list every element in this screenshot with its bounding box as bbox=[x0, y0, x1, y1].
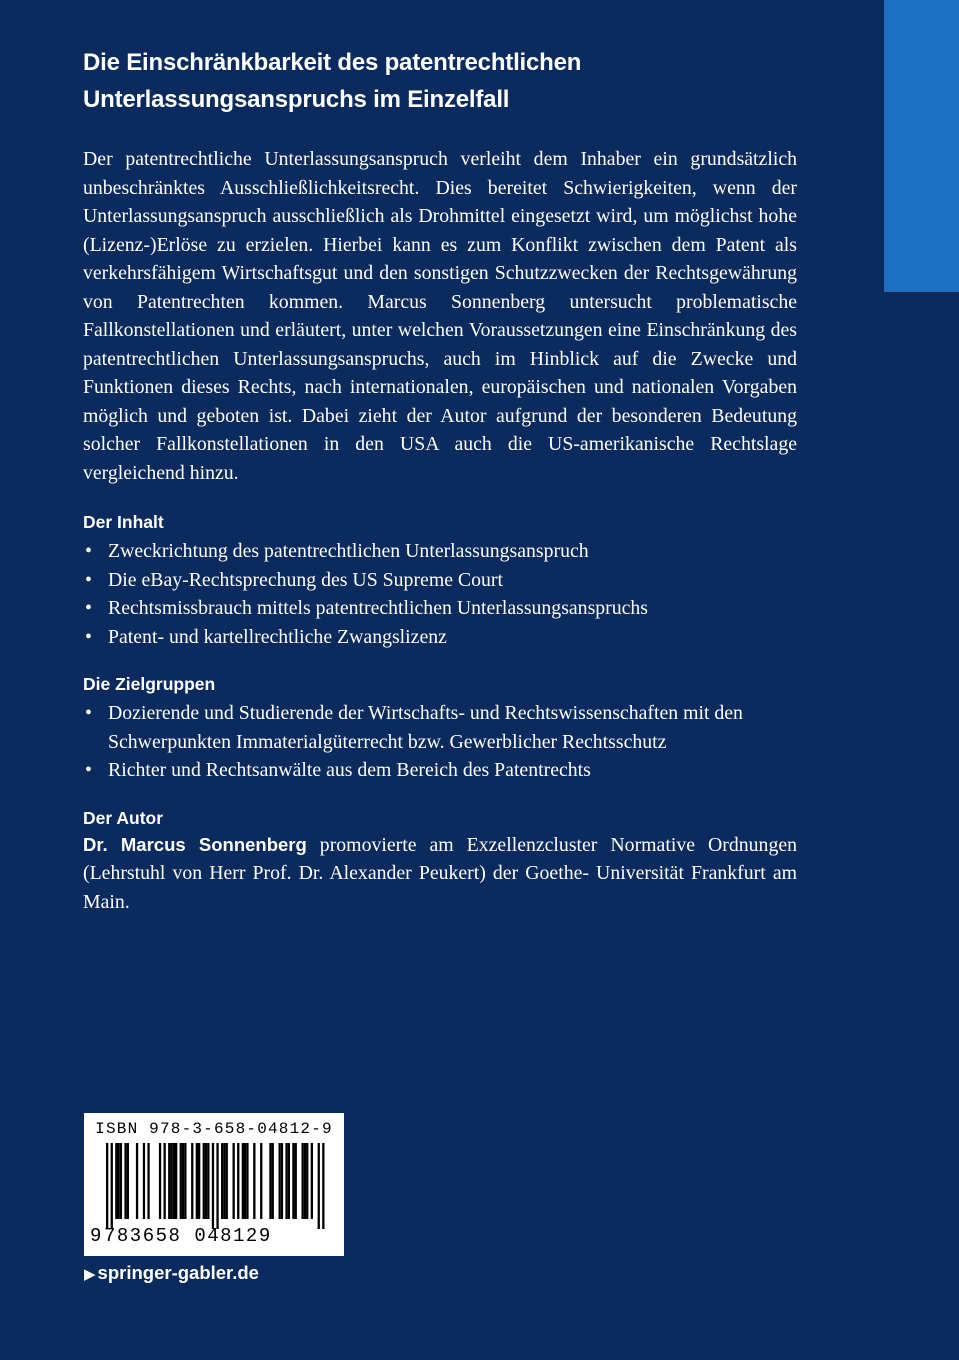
inhalt-heading: Der Inhalt bbox=[83, 512, 164, 532]
bullet-icon: • bbox=[85, 625, 92, 648]
list-item bbox=[83, 623, 797, 652]
author-bio: promovierte am Exzellenzcluster Normative Ordnungen (Lehrstuhl von Herr Prof. Dr. Alexander Peukert) der Goethe- Universität Frankfurt am Main. bbox=[83, 833, 798, 913]
list-item-text: Die eBay-Rechtsprechung des US Supreme Court bbox=[108, 568, 503, 591]
inhalt-list bbox=[83, 537, 797, 651]
list-item-text: Rechtsmissbrauch mittels patentrechtlichen Unterlassungsanspruchs bbox=[108, 597, 649, 619]
barcode-bar bbox=[304, 1143, 306, 1219]
autor-heading: Der Autor bbox=[83, 807, 164, 828]
website-url: springer-gabler.de bbox=[97, 1262, 259, 1283]
barcode-bar bbox=[196, 1143, 198, 1219]
barcode-bar bbox=[205, 1143, 207, 1219]
accent-bar bbox=[884, 0, 959, 292]
barcode-bar bbox=[223, 1143, 225, 1219]
zielgruppen-heading: Die Zielgruppen bbox=[83, 674, 216, 694]
website-link[interactable] bbox=[84, 1262, 259, 1284]
arrow-right-icon: ▶ bbox=[84, 1266, 96, 1283]
list-item bbox=[83, 537, 797, 566]
list-item bbox=[83, 566, 797, 595]
barcode-bar bbox=[285, 1143, 287, 1219]
barcode-bar bbox=[164, 1143, 166, 1219]
barcode-bar bbox=[118, 1143, 120, 1219]
barcode-bar bbox=[115, 1143, 117, 1219]
barcode-bar bbox=[159, 1143, 161, 1219]
book-title bbox=[83, 44, 797, 118]
barcode-bar bbox=[242, 1143, 244, 1219]
isbn-barcode bbox=[84, 1113, 344, 1256]
barcode-guard-bar bbox=[216, 1143, 218, 1229]
title-line-2: Unterlassungsanspruchs im Einzelfall bbox=[83, 86, 510, 113]
barcode-bar bbox=[260, 1143, 262, 1219]
barcode-bars bbox=[98, 1143, 332, 1229]
bullet-icon: • bbox=[85, 759, 92, 781]
bullet-icon: • bbox=[85, 702, 92, 724]
list-item bbox=[83, 756, 797, 785]
list-item-text: Dozierende und Studierende der Wirtschafts- und Rechtswissenschaften mit den Schwerpunkten Immaterialgüterrecht bzw. Gewerblicher Rechtsschutz bbox=[108, 702, 743, 753]
barcode-bar bbox=[311, 1143, 313, 1219]
intro-paragraph: Der patentrechtliche Unterlassungsanspruch verleiht dem Inhaber ein grundsätzlich unbeschränktes Ausschließlichkeitsrecht. Dies bereitet Schwierigkeiten, wenn der Unterlassungsanspruch ausschließlich als Drohmittel eingesetzt wird, um möglichst hohe (Lizenz-)Erlöse zu erzielen. Hierbei kann es zum Konflikt zwischen dem Patent als verkehrsfähigem Wirtschaftsgut und den sonstigen Schutzzwecken der Rechtsgewährung von Patentrechten kommen. Marcus Sonnenberg untersucht problematische Fallkonstellationen und erläutert, unter welchen Voraussetzungen eine Einschränkung des patentrechtlichen Unterlassungsanspruchs, auch im Hinblick auf die Zwecke und Funktionen dieses Rechts, nach internationalen, europäischen und nationalen Vorgaben möglich und geboten ist. Dabei zieht der Autor aufgrund der besonderen Bedeutung solcher Fallkonstellationen in den USA auch die US-amerikanische Rechtslage vergleichend hinzu. bbox=[83, 148, 797, 484]
barcode-bar bbox=[173, 1143, 175, 1219]
ean-remaining-digits: 783658 048129 bbox=[104, 1225, 272, 1247]
bullet-icon: • bbox=[85, 540, 92, 562]
barcode-bar bbox=[124, 1143, 126, 1219]
barcode-guard-bar bbox=[106, 1143, 108, 1229]
barcode-bar bbox=[233, 1143, 235, 1219]
barcode-bar bbox=[136, 1143, 138, 1219]
bullet-icon: • bbox=[85, 597, 92, 619]
barcode-bar bbox=[170, 1143, 172, 1219]
barcode-guard-bar bbox=[318, 1143, 320, 1229]
barcode-bar bbox=[253, 1143, 255, 1219]
ean-first-digit: 9 bbox=[90, 1225, 103, 1247]
list-item-text: Patent- und kartellrechtliche Zwangslizenz bbox=[108, 625, 447, 648]
barcode-bar bbox=[207, 1143, 209, 1219]
barcode-bar bbox=[175, 1143, 177, 1219]
isbn-label: ISBN 978-3-658-04812-9 bbox=[95, 1120, 333, 1138]
barcode-bar bbox=[295, 1143, 297, 1219]
barcode-bar bbox=[288, 1143, 290, 1219]
barcode-bar bbox=[168, 1143, 170, 1219]
barcode-bar bbox=[292, 1143, 294, 1219]
list-item bbox=[83, 594, 797, 623]
barcode-bar bbox=[203, 1143, 205, 1219]
barcode-bar bbox=[221, 1143, 223, 1219]
barcode-bar bbox=[226, 1143, 228, 1219]
barcode-bar bbox=[182, 1143, 184, 1219]
barcode-bar bbox=[191, 1143, 193, 1219]
list-item bbox=[83, 699, 797, 756]
barcode-guard-bar bbox=[111, 1143, 113, 1229]
bullet-icon: • bbox=[85, 568, 92, 591]
barcode-bar bbox=[244, 1143, 246, 1219]
barcode-guard-bar bbox=[212, 1143, 214, 1229]
author-name: Dr. Marcus Sonnenberg bbox=[83, 833, 307, 855]
zielgruppen-list bbox=[83, 699, 797, 785]
back-cover-content bbox=[83, 44, 797, 916]
barcode-bar bbox=[279, 1143, 281, 1219]
barcode-bar bbox=[302, 1143, 304, 1219]
barcode-bar bbox=[306, 1143, 308, 1219]
barcode-bar bbox=[281, 1143, 283, 1219]
barcode-bar bbox=[180, 1143, 182, 1219]
list-item-text: Zweckrichtung des patentrechtlichen Unterlassungsanspruch bbox=[108, 540, 589, 562]
barcode-bar bbox=[237, 1143, 239, 1219]
barcode-bar bbox=[269, 1143, 271, 1219]
barcode-bar bbox=[147, 1143, 149, 1219]
list-item-text: Richter und Rechtsanwälte aus dem Bereich des Patentrechts bbox=[108, 759, 591, 781]
barcode-bar bbox=[120, 1143, 122, 1219]
barcode-bar bbox=[246, 1143, 248, 1219]
barcode-bar bbox=[272, 1143, 274, 1219]
barcode-bar bbox=[184, 1143, 186, 1219]
barcode-bar bbox=[198, 1143, 200, 1219]
barcode-bar bbox=[143, 1143, 145, 1219]
barcode-guard-bar bbox=[322, 1143, 324, 1229]
barcode-bar bbox=[127, 1143, 129, 1219]
title-line-1: Die Einschränkbarkeit des patentrechtlichen bbox=[83, 49, 582, 76]
author-paragraph bbox=[83, 831, 797, 917]
